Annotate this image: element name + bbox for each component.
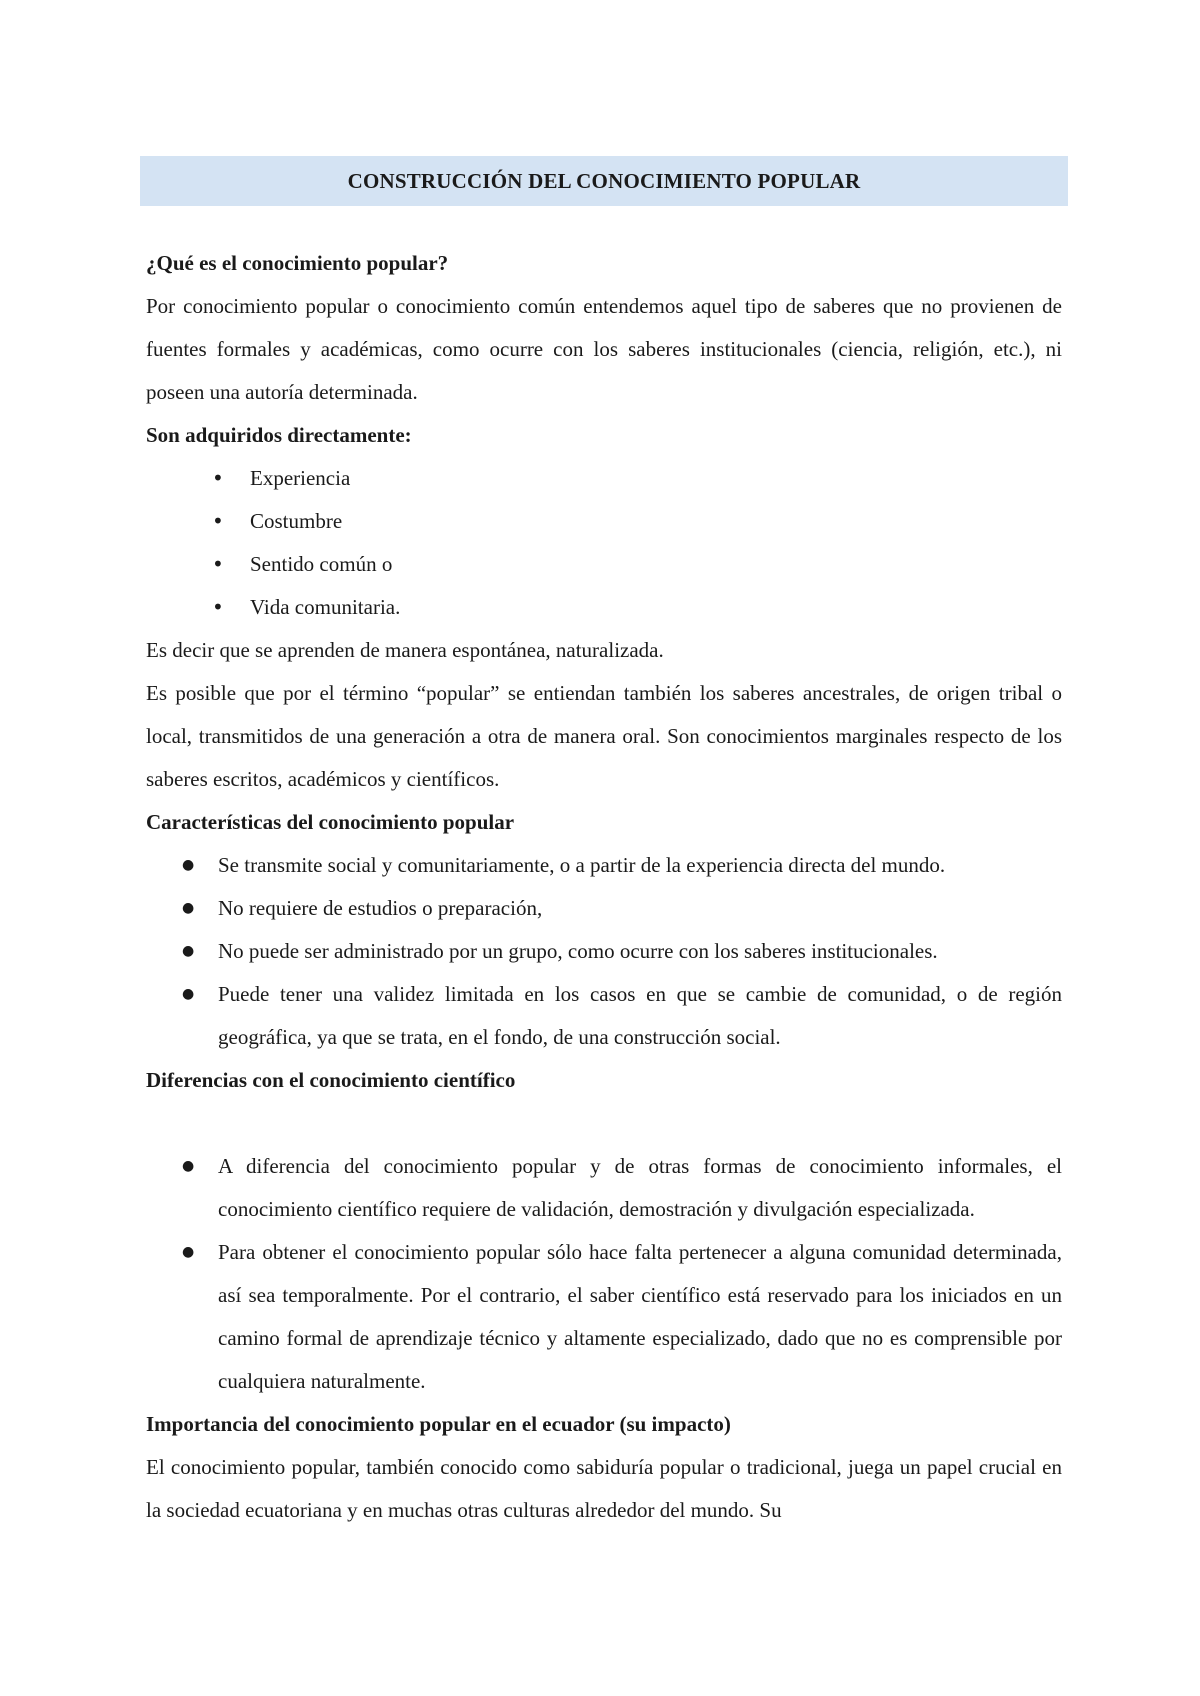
section-heading-acquired: Son adquiridos directamente: bbox=[146, 423, 412, 447]
document-title: CONSTRUCCIÓN DEL CONOCIMIENTO POPULAR bbox=[140, 156, 1068, 206]
section-heading-what-is: ¿Qué es el conocimiento popular? bbox=[146, 251, 449, 275]
list-item: • Experiencia bbox=[250, 457, 1062, 500]
acquired-list bbox=[146, 457, 1062, 629]
list-item: ● Para obtener el conocimiento popular sólo hace falta pertenecer a alguna comunidad determinada, así sea temporalmente. Por el contrario, el saber científico está reservado para los iniciados en un camino formal de aprendizaje técnico y altamente especializado, dado que no es comprensible por cualquiera naturalmente. bbox=[218, 1231, 1062, 1403]
section-heading-features: Características del conocimiento popular bbox=[146, 810, 515, 834]
ancestral-paragraph: Es posible que por el término “popular” se entiendan también los saberes ancestrales, de origen tribal o local, transmitidos de una generación a otra de manera oral. Son conocimientos marginales respecto de los saberes escritos, académicos y científicos. bbox=[146, 681, 1062, 791]
blank-line bbox=[146, 1102, 1062, 1145]
section-heading-differences: Diferencias con el conocimiento científico bbox=[146, 1068, 516, 1092]
spontaneous-paragraph: Es decir que se aprenden de manera espontánea, naturalizada. bbox=[146, 638, 664, 662]
features-list bbox=[146, 844, 1062, 1059]
importance-paragraph: El conocimiento popular, también conocido como sabiduría popular o tradicional, juega un papel crucial en la sociedad ecuatoriana y en muchas otras culturas alrededor del mundo. Su bbox=[146, 1455, 1062, 1522]
list-item: ● Puede tener una validez limitada en los casos en que se cambie de comunidad, o de región geográfica, ya que se trata, en el fondo, de una construcción social. bbox=[218, 973, 1062, 1059]
list-item: • Vida comunitaria. bbox=[250, 586, 1062, 629]
list-item: ● Se transmite social y comunitariamente, o a partir de la experiencia directa del mundo. bbox=[218, 844, 1062, 887]
section-heading-importance: Importancia del conocimiento popular en el ecuador (su impacto) bbox=[146, 1412, 731, 1436]
list-item: • Costumbre bbox=[250, 500, 1062, 543]
list-item: ● A diferencia del conocimiento popular y de otras formas de conocimiento informales, el conocimiento científico requiere de validación, demostración y divulgación especializada. bbox=[218, 1145, 1062, 1231]
differences-list bbox=[146, 1145, 1062, 1403]
document-body bbox=[146, 242, 1062, 1532]
definition-paragraph: Por conocimiento popular o conocimiento común entendemos aquel tipo de saberes que no provienen de fuentes formales y académicas, como ocurre con los saberes institucionales (ciencia, religión, etc.), ni poseen una autoría determinada. bbox=[146, 294, 1062, 404]
list-item: ● No requiere de estudios o preparación, bbox=[218, 887, 1062, 930]
list-item: ● No puede ser administrado por un grupo, como ocurre con los saberes institucionales. bbox=[218, 930, 1062, 973]
list-item: • Sentido común o bbox=[250, 543, 1062, 586]
